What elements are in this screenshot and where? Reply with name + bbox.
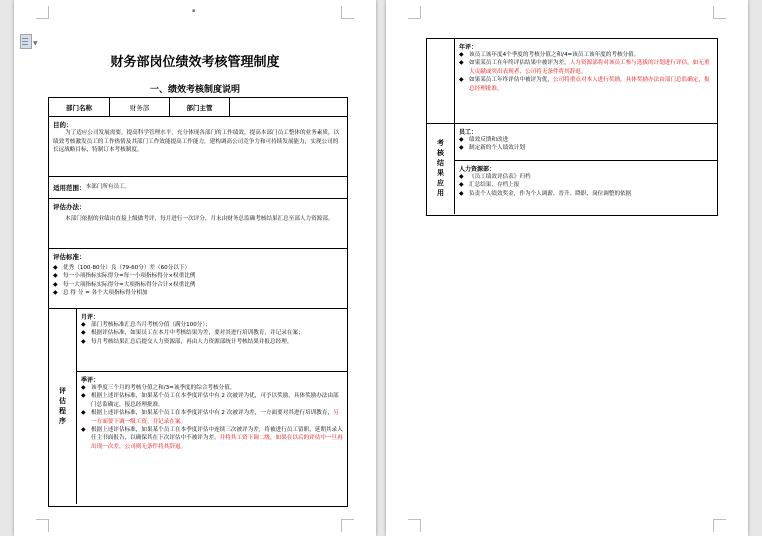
purpose-text: 为了适应公司发展需要，提高科学管理水平，充分体现各部门的工作绩效，提高本部门员工整体的业务素质，以绩效考核激发员工的工作热情及其部门工作效能提高工作能力，建构调高公司竞争力和可持续发展能力，实现公司的长远战略目标，特制订本考核制度。 xyxy=(53,130,340,153)
quarterly-item: ◆ 根据上述评估标准，如果某个员工在本季度评估中有 2 次被评为差，一方面要对其进行培训教育，另一方面要下调一级工资，并记录在案。 xyxy=(81,409,343,426)
standard-section xyxy=(49,248,347,308)
crop-mark xyxy=(408,6,421,19)
highlighted-text: 公司将重点对本人进行奖励，具体奖励办法由部门总监确定，报总经理批准。 xyxy=(469,77,710,92)
result-application-row xyxy=(427,123,717,214)
standard-list xyxy=(53,264,343,298)
dept-head-label: 部门主管 xyxy=(169,98,229,116)
chevron-down-icon: ▼ xyxy=(33,40,38,47)
monthly-item: ◆ 每月考核结果汇总后提交人力资源部，再由人力资源部统计考核结果并报总经理。 xyxy=(81,338,343,346)
standard-item: ◆ 总 得 分 = 各个大项指标得分相加 xyxy=(53,289,343,297)
annual-label: 年评： xyxy=(459,44,478,51)
purpose-label: 目的： xyxy=(53,121,73,129)
highlighted-text: 并将其工资下调二级，如果在以后的评估中一旦再出现一次差，公司则无条件将其辞退。 xyxy=(91,435,343,450)
procedure-content xyxy=(77,309,347,504)
document-title: 财务部岗位绩效考核管理制度 xyxy=(110,55,280,70)
method-section xyxy=(49,198,347,248)
hr-item: ◆ 汇总结果、存档上报 xyxy=(459,181,713,189)
crop-mark xyxy=(36,6,49,19)
hr-label: 人力资源部： xyxy=(459,166,496,173)
quarterly-review xyxy=(77,371,347,503)
annual-item: ◆ 如果某员工在年终评估结果中被评为差，人力资源部将对该员工参与选拔的计划进行评估，如无重大贡献或突出表现者，公司将无条件将其辞退。 xyxy=(459,59,713,76)
monthly-label: 月评： xyxy=(81,314,100,321)
quarterly-label: 季评： xyxy=(81,377,100,384)
crop-mark xyxy=(341,6,354,19)
quarterly-item: ◆ 根据上述评估标准，如果某个员工在本季度评估中有 2 次被评为优，可予以奖励，具体奖励办法由部门总监确定，报总经理批准。 xyxy=(81,392,343,409)
procedure-side-label: 评估程序 xyxy=(58,386,67,427)
highlighted-text: 人力资源部将对该员工参与选拔的计划进行评估，如无重大贡献或突出表现者，公司将无条件将其辞退。 xyxy=(469,60,710,75)
staff-label: 员工： xyxy=(459,129,478,136)
application-side-label-cell xyxy=(427,124,455,214)
scope-label: 适用范围： xyxy=(53,184,86,192)
monthly-list xyxy=(81,321,343,346)
staff-item: ◆ 绩效反馈和改进 xyxy=(459,136,713,144)
staff-item: ◆ 制定新的个人绩效计划 xyxy=(459,144,713,152)
dept-name-label: 部门名称 xyxy=(66,103,92,112)
section-heading: 一、绩效考核制度说明 xyxy=(149,85,240,95)
crop-mark xyxy=(36,519,49,532)
dept-name-value: 财务部 xyxy=(109,98,169,116)
standard-label: 评估标准： xyxy=(53,253,86,261)
assessment-table xyxy=(48,97,348,507)
method-text: 本部门依据的业绩由直接上级做考评，每月进行一次评分，月末由财务总监确考核结果汇总至部人力资源部。 xyxy=(65,216,334,222)
assessment-table-continued xyxy=(426,38,718,216)
dept-head-value xyxy=(229,98,347,116)
hr-application xyxy=(455,160,717,215)
crop-mark xyxy=(713,519,726,532)
document-icon[interactable] xyxy=(20,34,38,48)
document-page-1 xyxy=(14,0,376,536)
staff-list xyxy=(459,136,713,153)
procedure-section xyxy=(49,308,347,504)
staff-application xyxy=(455,124,717,160)
scope-section xyxy=(49,176,347,198)
department-header-row xyxy=(49,98,347,116)
standard-item: ◆ 每一小项指标实际得分=每一小项指标得分×权重比例 xyxy=(53,272,343,280)
annual-row xyxy=(427,39,717,123)
hr-list xyxy=(459,173,713,198)
annual-side-cell xyxy=(427,39,455,123)
standard-item: ◆ 每一大项指标实际得分=大项指标得分合计×权重比例 xyxy=(53,281,343,289)
annual-review xyxy=(455,39,717,123)
procedure-side-label-cell xyxy=(49,309,77,504)
hr-item: ◆ 《员工绩效评估表》归档 xyxy=(459,173,713,181)
method-label: 评估办法： xyxy=(53,203,86,211)
application-content xyxy=(455,124,717,214)
quarterly-item: ◆ 根据上述评估标准，如果某个员工在本季度评估中连续三次被评为差，将被进行员工留职，延期其录入任主书面报告，以确保其在下次评估中不被评为差。并将其工资下调二级，如果在以后的评估中一旦再出现一次差，公司则无条件将其辞退。 xyxy=(81,426,343,451)
monthly-item: ◆ 部门考核标准汇总当月考核分值（满分100分）； xyxy=(81,321,343,329)
annual-item: ◆ 如果某员工年终评估中被评为优，公司将重点对本人进行奖励，具体奖励办法由部门总监确定，报总经理批准。 xyxy=(459,76,713,93)
purpose-section xyxy=(49,116,347,176)
crop-mark xyxy=(713,6,726,19)
highlighted-text: 另一方面要下调一级工资，并记录在案。 xyxy=(91,410,339,425)
page-marker: ▪ xyxy=(192,8,196,14)
scope-text: 本部门所有员工。 xyxy=(85,184,131,191)
quarterly-list xyxy=(81,384,343,451)
application-side-label: 考核结果应用 xyxy=(436,139,445,199)
monthly-review xyxy=(77,309,347,371)
quarterly-item: ◆ 该季度三个月的考核分值之和/3=该季度的综合考核分值。 xyxy=(81,384,343,392)
hr-item: ◆ 负责个人绩效奖金，作为个人调薪、晋升、降职、岗位调整的依据 xyxy=(459,190,713,198)
annual-item: ◆ 该员工该年度4个季度的考核分值之和/4=该员工该年度的考核分值。 xyxy=(459,51,713,59)
standard-item: ◆ 优秀（100-80分）良（79-60分）差（60分以下） xyxy=(53,264,343,272)
crop-mark xyxy=(341,519,354,532)
monthly-item: ◆ 根据评估标准，如果员工在本月中考核结果为差，要对其进行培训教育，并记录在案； xyxy=(81,329,343,337)
document-page-2 xyxy=(386,0,748,536)
annual-list xyxy=(459,51,713,93)
crop-mark xyxy=(408,519,421,532)
